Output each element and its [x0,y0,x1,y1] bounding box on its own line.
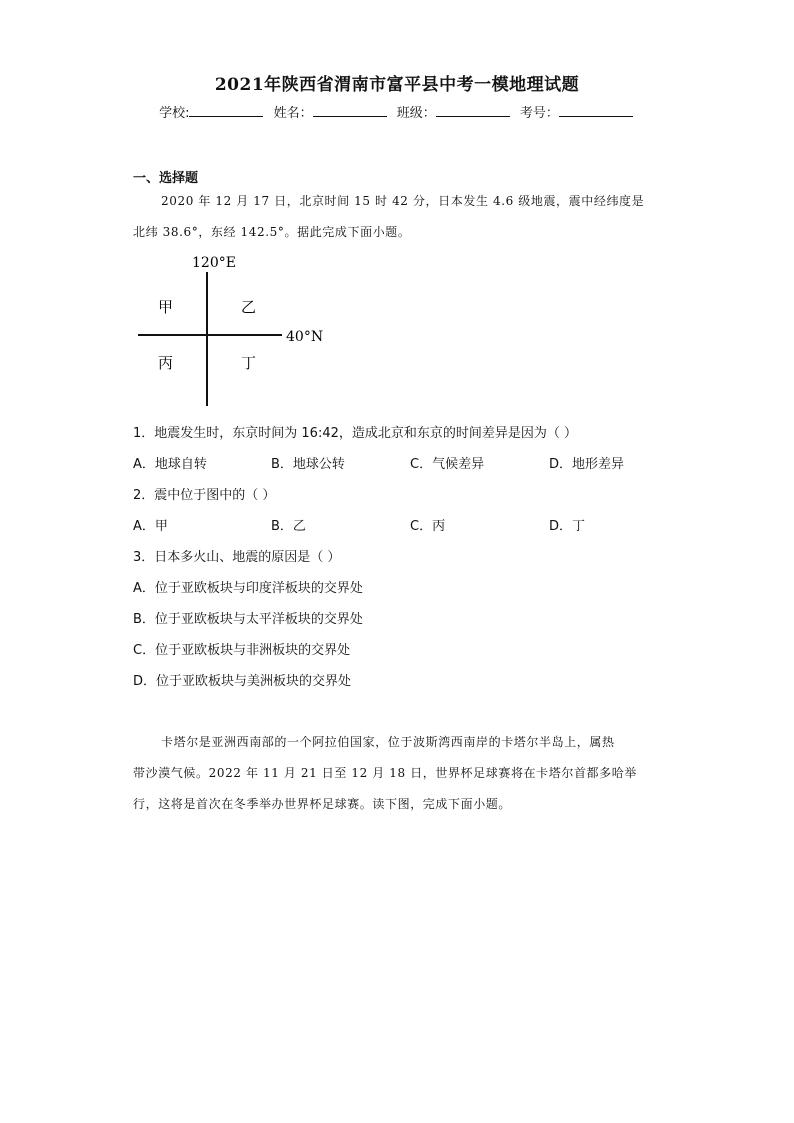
question-3-option-b[interactable]: B．位于亚欧板块与太平洋板块的交界处 [133,612,363,627]
question-1-option-a[interactable]: A．地球自转 [133,457,207,472]
quadrant-nw-label: 甲 [158,298,174,316]
question-3-option-a[interactable]: A．位于亚欧板块与印度洋板块的交界处 [133,581,363,596]
name-label: 姓名： [273,106,313,121]
passage-1-line-1: 2020 年 12 月 17 日，北京时间 15 时 42 分，日本发生 4.6 级地震，震中经纬度是 [161,194,645,208]
passage-2-line-3: 行，这将是首次在冬季举办世界杯足球赛。读下图，完成下面小题。 [133,797,512,811]
question-2-option-b[interactable]: B．乙 [271,519,306,534]
page-title: 2021年陕西省渭南市富平县中考一模地理试题 [214,75,580,95]
class-label: 班级： [396,106,436,121]
question-1-stem: 1．地震发生时，东京时间为 16:42，造成北京和东京的时间差异是因为（ ） [133,426,577,441]
question-1-option-d[interactable]: D．地形差异 [549,457,625,472]
school-blank[interactable] [189,104,263,117]
class-blank[interactable] [436,104,510,117]
question-3-option-c[interactable]: C．位于亚欧板块与非洲板块的交界处 [133,643,351,658]
quadrant-se-label: 丁 [241,354,257,372]
meridian-label: 120°E [192,255,236,271]
number-label: 考号： [519,106,559,121]
question-1-option-b[interactable]: B．地球公转 [271,457,345,472]
section-heading: 一、选择题 [133,171,199,186]
quadrant-ne-label: 乙 [241,298,257,316]
passage-1 [133,186,663,248]
lat-long-diagram [130,250,340,410]
question-2-option-d[interactable]: D．丁 [549,519,586,534]
student-info-row [0,102,794,121]
question-1-option-c[interactable]: C．气候差异 [410,457,485,472]
question-2-stem: 2．震中位于图中的（ ） [133,488,276,503]
question-2-option-c[interactable]: C．丙 [410,519,446,534]
question-3-option-d[interactable]: D．位于亚欧板块与美洲板块的交界处 [133,674,352,689]
passage-1-line-2: 北纬 38.6°，东经 142.5°。据此完成下面小题。 [133,225,411,239]
school-label: 学校: [159,106,190,121]
passage-2-line-1: 卡塔尔是亚洲西南部的一个阿拉伯国家，位于波斯湾西南岸的卡塔尔半岛上，属热 [161,735,615,749]
passage-2-line-2: 带沙漠气候。2022 年 11 月 21 日至 12 月 18 日，世界杯足球赛将在卡塔尔首都多哈举 [133,766,637,780]
number-blank[interactable] [559,104,633,117]
passage-2 [133,727,663,820]
quadrant-sw-label: 丙 [158,354,174,372]
parallel-label: 40°N [286,329,324,345]
name-blank[interactable] [313,104,387,117]
question-3-stem: 3．日本多火山、地震的原因是（ ） [133,550,341,565]
question-2-option-a[interactable]: A．甲 [133,519,168,534]
